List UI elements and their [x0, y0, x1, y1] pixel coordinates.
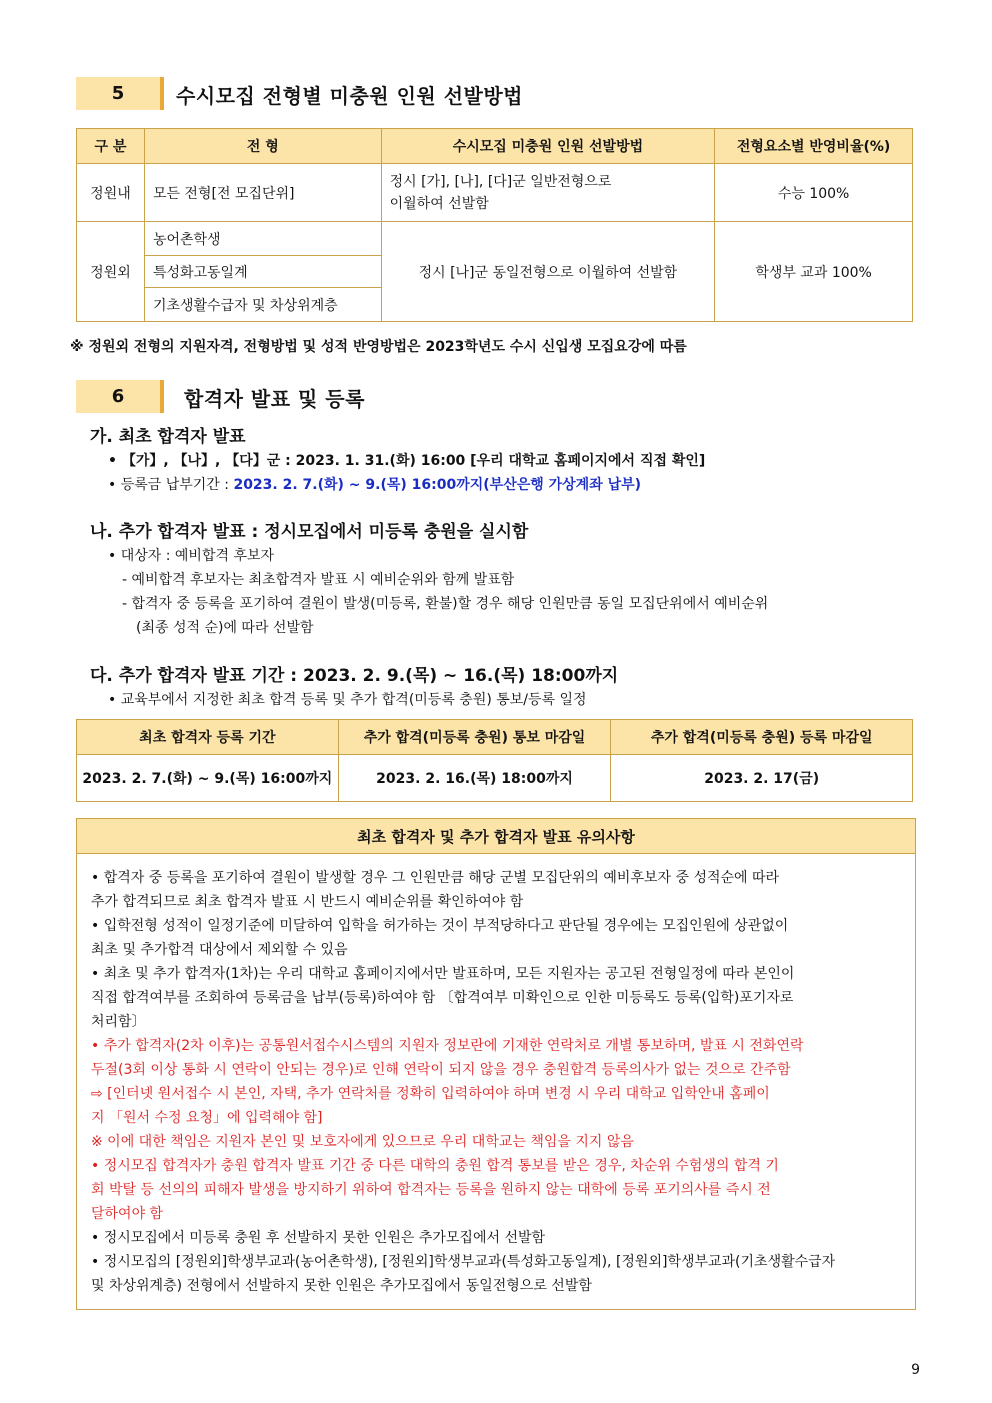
table-row — [77, 755, 913, 802]
table-cell: 특성화고동일계 — [144, 256, 381, 288]
table-header: 최초 합격자 등록 기간 — [77, 720, 339, 755]
table-cell: 기초생활수급자 및 차상위계층 — [144, 288, 381, 322]
subsection-title: 가. 최초 합격자 발표 — [90, 427, 246, 447]
section-number-box — [76, 380, 164, 413]
table-cell — [381, 164, 715, 222]
table-cell: 모든 전형[전 모집단위] — [144, 164, 381, 222]
table-header: 전형요소별 반영비율(%) — [715, 129, 913, 164]
caution-line: 추가 합격되므로 최초 합격자 발표 시 반드시 예비순위를 확인하여야 함 — [91, 894, 524, 910]
cell-line: 이월하여 선발함 — [389, 195, 489, 212]
caution-line: 처리함〕 — [91, 1014, 146, 1030]
table-cell: 정원외 — [77, 222, 145, 322]
caution-line-red: • 추가 합격자(2차 이후)는 공통원서접수시스템의 지원자 정보란에 기재한 연락처로 개별 통보하며, 발표 시 전화연락 — [91, 1038, 804, 1054]
table-header: 수시모집 미충원 인원 선발방법 — [381, 129, 715, 164]
table-header: 추가 합격(미등록 충원) 통보 마감일 — [338, 720, 611, 755]
bullet-line — [108, 474, 641, 494]
table-cell: 2023. 2. 7.(화) ~ 9.(목) 16:00까지 — [77, 755, 339, 802]
table-cell: 농어촌학생 — [144, 222, 381, 256]
caution-line: 및 차상위계층) 전형에서 선발하지 못한 인원은 추가모집에서 동일전형으로 선발함 — [91, 1278, 592, 1294]
bullet-label: • 등록금 납부기간 : — [108, 477, 234, 493]
table-cell: 정시 [나]군 동일전형으로 이월하여 선발함 — [381, 222, 715, 322]
caution-line-red: 두절(3회 이상 통화 시 연락이 안되는 경우)로 인해 연락이 되지 않을 경우 충원합격 등록의사가 없는 것으로 간주함 — [91, 1062, 791, 1078]
table-cell: 2023. 2. 17(금) — [611, 755, 913, 802]
subsection-title: 나. 추가 합격자 발표 : 정시모집에서 미등록 충원을 실시함 — [90, 522, 529, 542]
caution-box — [76, 818, 916, 1310]
caution-line-red: 지 「원서 수정 요청」에 입력해야 함] — [91, 1110, 323, 1126]
caution-line: • 정시모집의 [정원외]학생부교과(농어촌학생), [정원외]학생부교과(특성화고동일계), [정원외]학생부교과(기초생활수급자 — [91, 1254, 836, 1270]
bullet-line: • 대상자 : 예비합격 후보자 — [108, 548, 275, 564]
caution-line-red: ※ 이에 대한 책임은 지원자 본인 및 보호자에게 있으므로 우리 대학교는 책임을 지지 않음 — [91, 1134, 634, 1150]
section-number: 5 — [111, 83, 125, 104]
bullet-line: - 합격자 중 등록을 포기하여 결원이 발생(미등록, 환불)할 경우 해당 인원만큼 동일 모집단위에서 예비순위 — [122, 596, 769, 612]
caution-line: 직접 합격여부를 조회하여 등록금을 납부(등록)하여야 함 〔합격여부 미확인으로 인한 미등록도 등록(입학)포기자로 — [91, 990, 794, 1006]
caution-line-red: 달하여야 함 — [91, 1206, 164, 1222]
caution-line-red: • 정시모집 합격자가 충원 합격자 발표 기간 중 다른 대학의 충원 합격 통보를 받은 경우, 차순위 수험생의 합격 기 — [91, 1158, 779, 1174]
payment-period: 2023. 2. 7.(화) ~ 9.(목) 16:00까지(부산은행 가상계좌 납부) — [233, 477, 642, 493]
table-cell: 2023. 2. 16.(목) 18:00까지 — [338, 755, 611, 802]
subsection-title: 다. 추가 합격자 발표 기간 : 2023. 2. 9.(목) ~ 16.(목) 18:00까지 — [90, 666, 619, 686]
table-cell: 학생부 교과 100% — [715, 222, 913, 322]
unfilled-selection-table — [76, 128, 913, 322]
caution-line: • 합격자 중 등록을 포기하여 결원이 발생할 경우 그 인원만큼 해당 군별 모집단위의 예비후보자 중 성적순에 따라 — [91, 870, 780, 886]
section-title: 수시모집 전형별 미충원 인원 선발방법 — [176, 84, 523, 108]
footnote: ※ 정원외 전형의 지원자격, 전형방법 및 성적 반영방법은 2023학년도 수시 신입생 모집요강에 따름 — [70, 339, 687, 355]
table-cell: 정원내 — [77, 164, 145, 222]
table-header: 전 형 — [144, 129, 381, 164]
bullet-line: • 【가】, 【나】, 【다】군 : 2023. 1. 31.(화) 16:00 [우리 대학교 홈페이지에서 직접 확인] — [108, 453, 706, 469]
page-number: 9 — [911, 1362, 920, 1378]
caution-line-red: 회 박탈 등 선의의 피해자 발생을 방지하기 위하여 합격자는 등록을 원하지 않는 대학에 등록 포기의사를 즉시 전 — [91, 1182, 771, 1198]
bullet-line: - 예비합격 후보자는 최초합격자 발표 시 예비순위와 함께 발표함 — [122, 572, 515, 588]
caution-line: • 정시모집에서 미등록 충원 후 선발하지 못한 인원은 추가모집에서 선발함 — [91, 1230, 546, 1246]
table-header: 추가 합격(미등록 충원) 등록 마감일 — [611, 720, 913, 755]
section-title: 합격자 발표 및 등록 — [184, 387, 365, 411]
table-row — [77, 164, 913, 222]
caution-line: • 최초 및 추가 합격자(1차)는 우리 대학교 홈페이지에서만 발표하며, 모든 지원자는 공고된 전형일정에 따라 본인이 — [91, 966, 795, 982]
cell-line: 정시 [가], [나], [다]군 일반전형으로 — [389, 173, 612, 190]
table-row — [77, 222, 913, 256]
section-number: 6 — [111, 386, 125, 407]
table-cell: 수능 100% — [715, 164, 913, 222]
schedule-table — [76, 719, 913, 802]
caution-line: • 입학전형 성적이 일정기준에 미달하여 입학을 허가하는 것이 부적당하다고 판단될 경우에는 모집인원에 상관없이 — [91, 918, 789, 934]
bullet-line: (최종 성적 순)에 따라 선발함 — [136, 620, 314, 636]
caution-line-red: ⇨ [인터넷 원서접수 시 본인, 자택, 추가 연락처를 정확히 입력하여야 하며 변경 시 우리 대학교 입학안내 홈페이 — [91, 1086, 770, 1102]
bullet-line: • 교육부에서 지정한 최초 합격 등록 및 추가 합격(미등록 충원) 통보/등록 일정 — [108, 692, 587, 708]
caution-title: 최초 합격자 및 추가 합격자 발표 유의사항 — [77, 819, 915, 854]
caution-line: 최초 및 추가합격 대상에서 제외할 수 있음 — [91, 942, 348, 958]
table-header: 구 분 — [77, 129, 145, 164]
section-number-box — [76, 77, 164, 110]
